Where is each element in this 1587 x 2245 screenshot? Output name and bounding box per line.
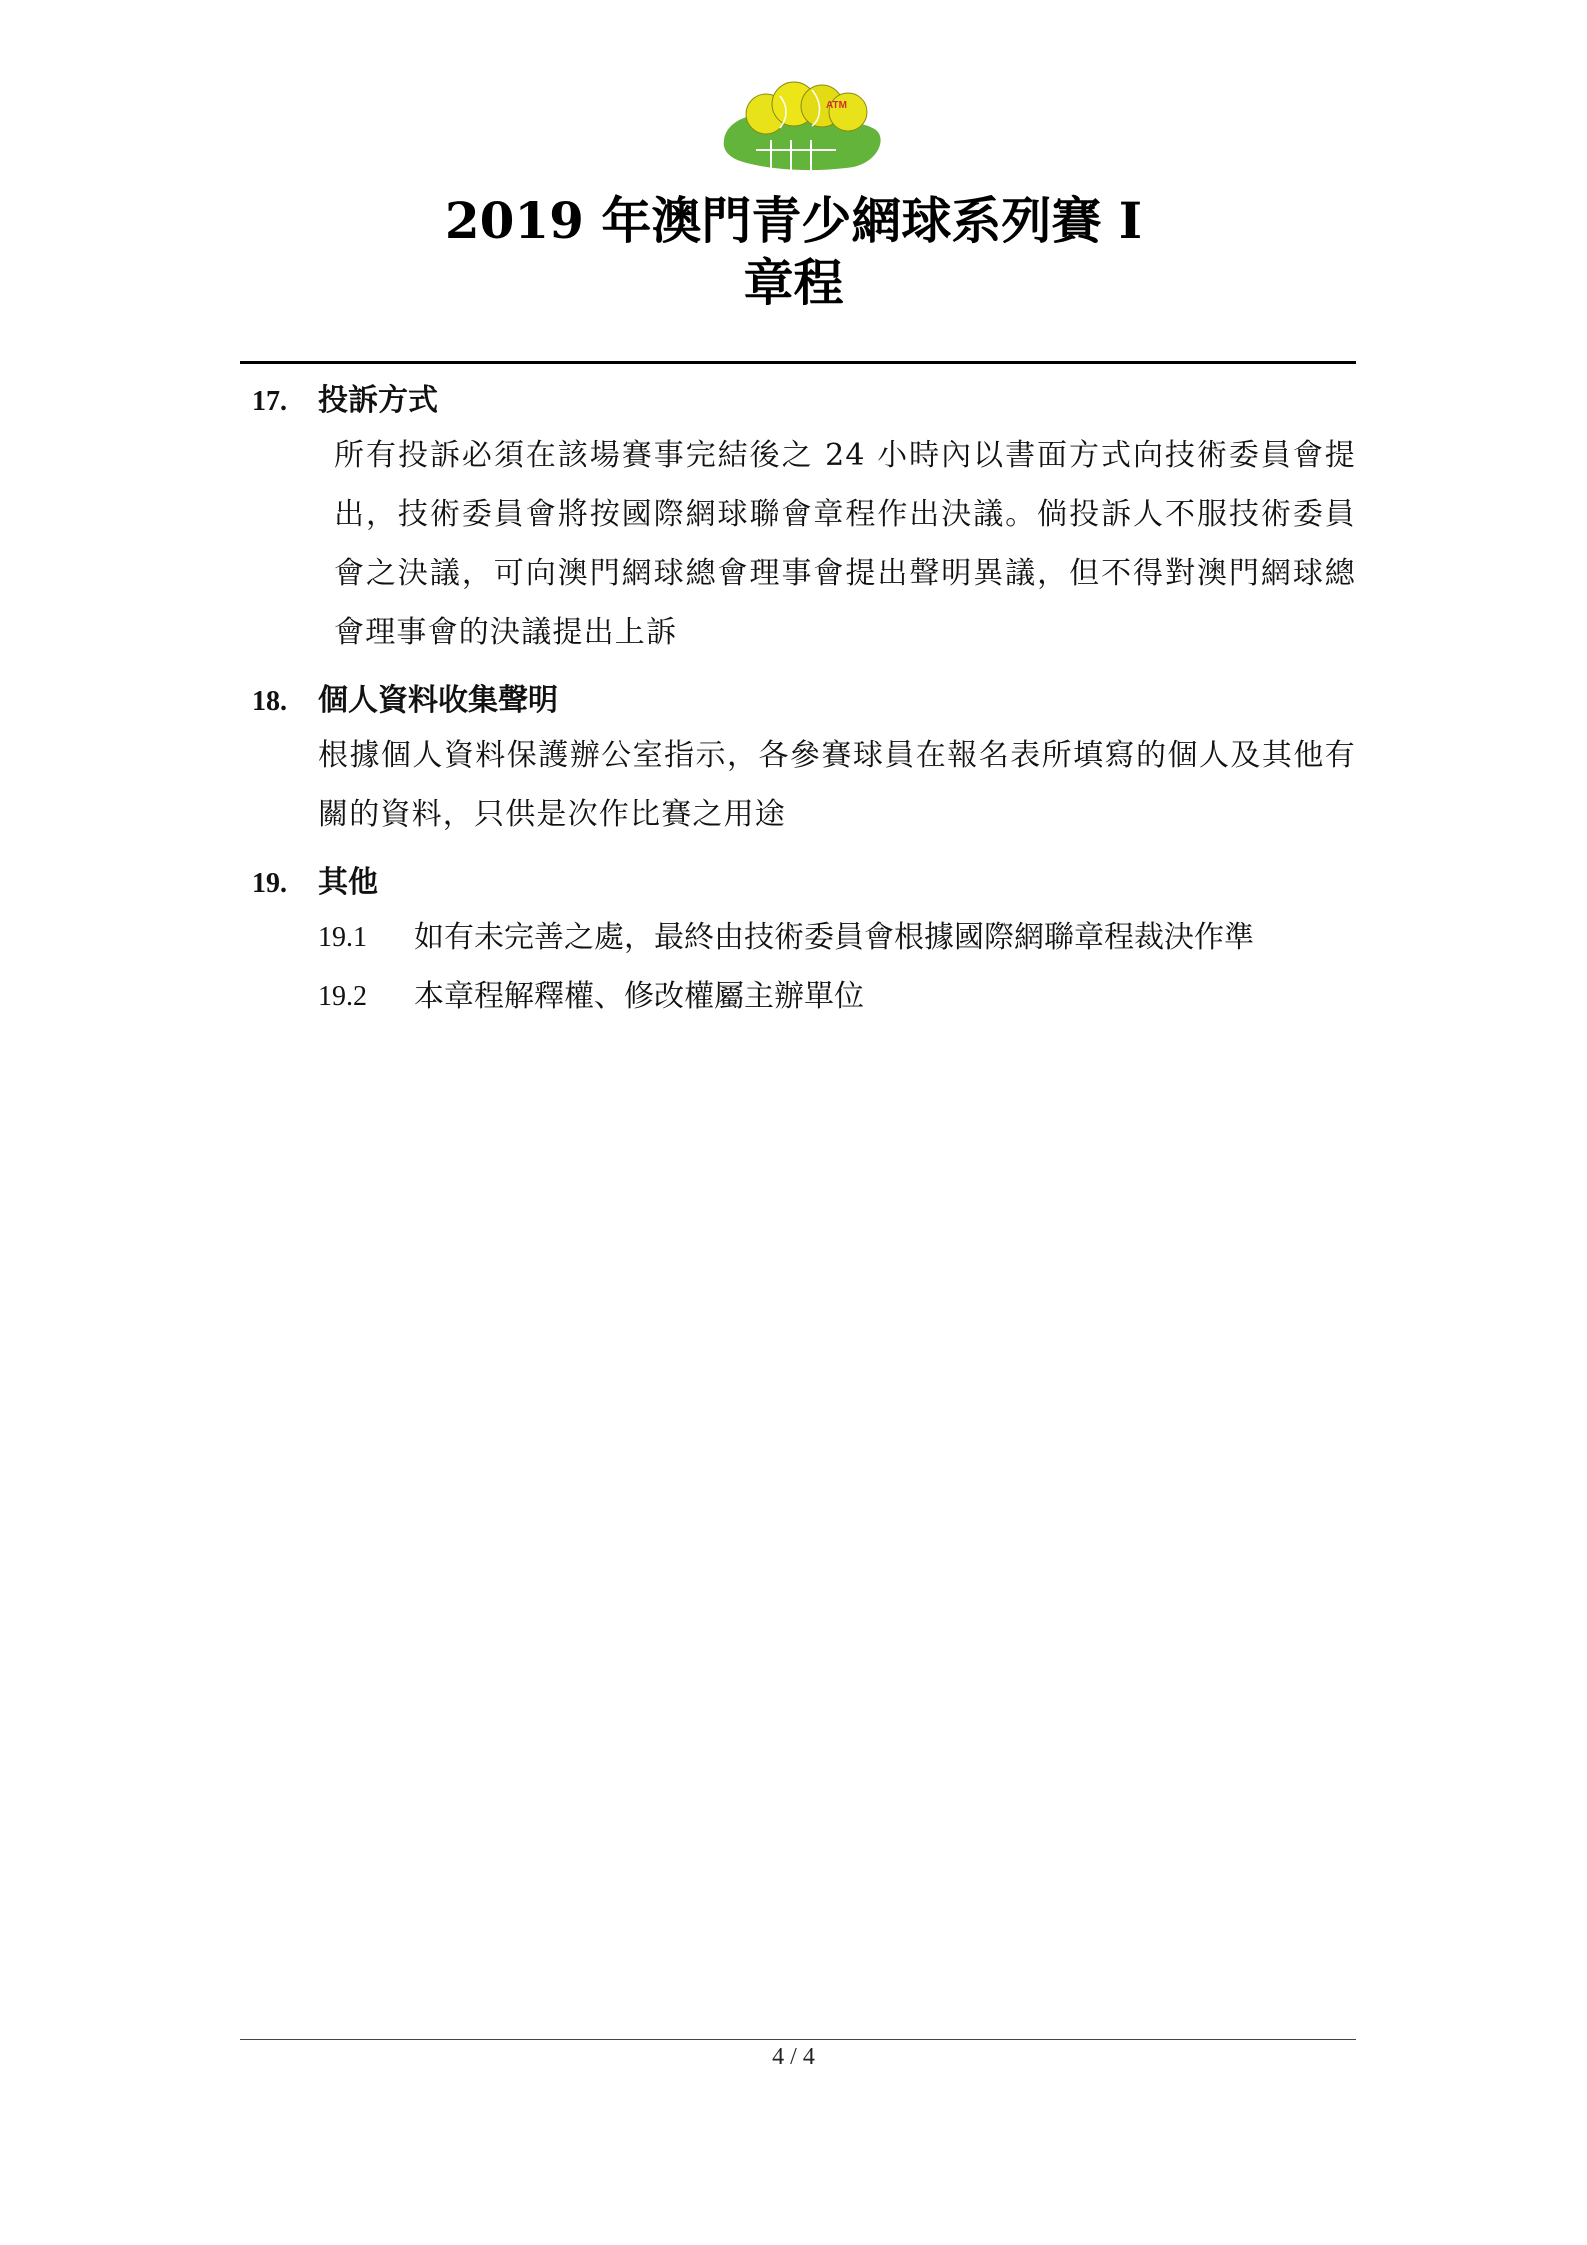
- document-title: [0, 190, 1587, 314]
- sub-item-number: 19.2: [318, 981, 367, 1012]
- page-number: 4 / 4: [772, 2044, 815, 2070]
- section-number: 19.: [252, 868, 287, 899]
- section-19: [252, 858, 1356, 1026]
- sub-item-19-2: [318, 967, 1356, 1026]
- document-body: [252, 376, 1356, 1040]
- section-title: 個人資料收集聲明: [318, 683, 558, 718]
- footer-divider: [240, 2039, 1356, 2040]
- association-logo: [716, 78, 896, 178]
- logo-text: ATM: [826, 100, 847, 111]
- section-title: 投訴方式: [318, 383, 438, 418]
- section-title: 其他: [318, 865, 378, 900]
- section-paragraph: 所有投訴必須在該場賽事完結後之 24 小時內以書面方式向技術委員會提出，技術委員會將按國際網球聯會章程作出決議。倘投訴人不服技術委員會之決議，可向澳門網球總會理事會提出聲明異議，但不得對澳門網球總會理事會的決議提出上訴: [334, 438, 1356, 650]
- sub-item-19-1: [318, 908, 1356, 967]
- section-heading: [252, 858, 1356, 908]
- sub-item-text: 如有未完善之處，最終由技術委員會根據國際網聯章程裁決作準: [414, 920, 1254, 955]
- header-divider: [240, 361, 1356, 364]
- section-heading: [252, 376, 1356, 426]
- section-17: [252, 376, 1356, 662]
- tennis-association-logo-icon: [716, 78, 896, 178]
- section-number: 17.: [252, 386, 287, 417]
- title-line-1: 2019 年澳門青少網球系列賽 I: [444, 191, 1143, 250]
- section-number: 18.: [252, 686, 287, 717]
- sub-item-text: 本章程解釋權、修改權屬主辦單位: [414, 979, 864, 1014]
- section-heading: [252, 676, 1356, 726]
- section-paragraph: 根據個人資料保護辦公室指示，各參賽球員在報名表所填寫的個人及其他有關的資料，只供是次作比賽之用途: [318, 738, 1356, 832]
- section-18: [252, 676, 1356, 844]
- title-line-2: 章程: [743, 253, 844, 312]
- sub-item-number: 19.1: [318, 922, 367, 953]
